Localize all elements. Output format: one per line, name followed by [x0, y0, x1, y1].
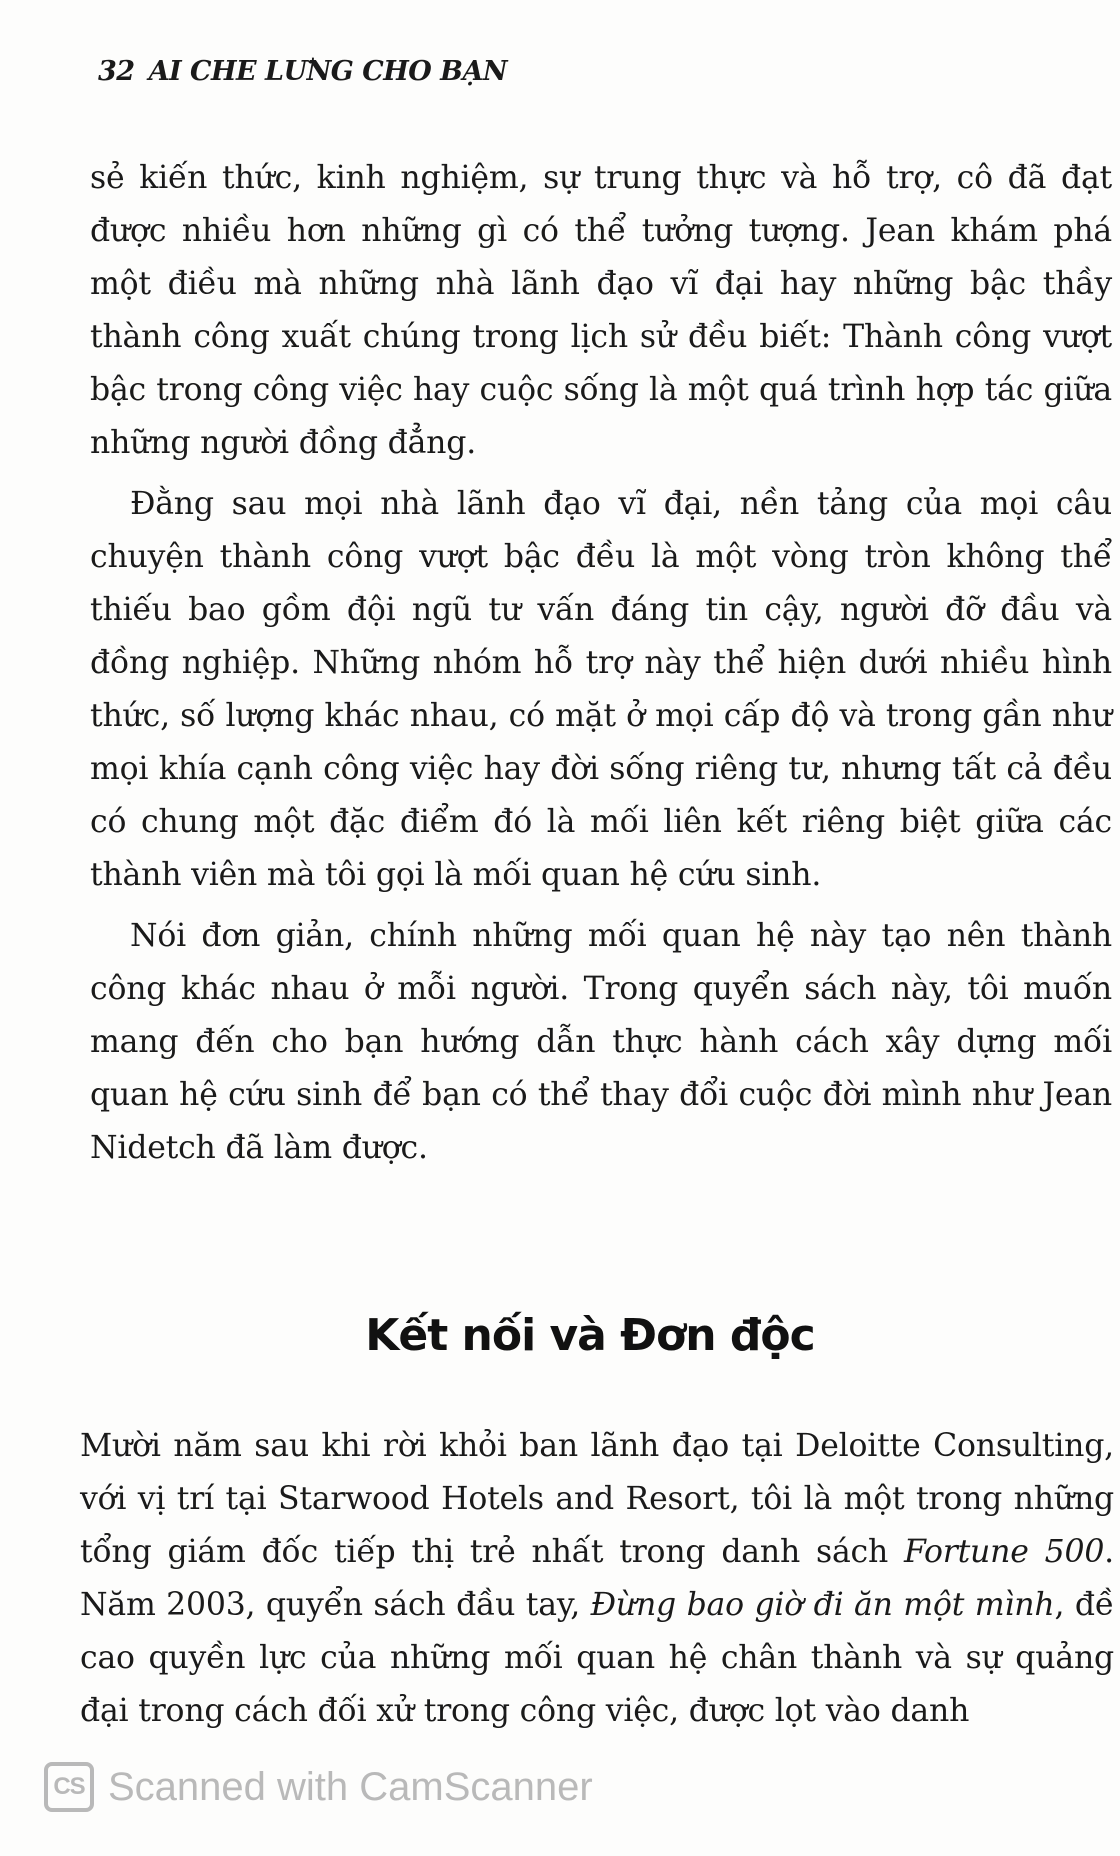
running-header — [98, 56, 507, 87]
paragraph-3: Nói đơn giản, chính những mối quan hệ này tạo nên thành công khác nhau ở mỗi người. Trong quyển sách này, tôi muốn mang đến cho bạn hướng dẫn thực hành cách xây dựng mối quan hệ cứu sinh để bạn có thể thay đổi cuộc đời mình như Jean Nidetch đã làm được. — [90, 918, 1112, 1166]
camscanner-watermark — [44, 1762, 593, 1812]
book-title-italic: Đừng bao giờ đi ăn một mình — [590, 1587, 1055, 1623]
fortune-500-italic: Fortune 500 — [904, 1534, 1105, 1570]
book-title: AI CHE LƯNG CHO BẠN — [148, 56, 508, 87]
section-text-part-2: . Năm 2003, quyển sách đầu tay, — [80, 1534, 1114, 1623]
camscanner-label: Scanned with CamScanner — [108, 1764, 593, 1809]
body-text-top — [90, 152, 1112, 1183]
camscanner-logo-icon: CS — [44, 1762, 94, 1812]
page-number: 32 — [98, 56, 135, 87]
body-text-bottom — [80, 1420, 1114, 1746]
paragraph-1: sẻ kiến thức, kinh nghiệm, sự trung thực và hỗ trợ, cô đã đạt được nhiều hơn những gì có thể tưởng tượng. Jean khám phá một điều mà những nhà lãnh đạo vĩ đại hay những bậc thầy thành công xuất chúng trong lịch sử đều biết: Thành công vượt bậc trong công việc hay cuộc sống là một quá trình hợp tác giữa những người đồng đẳng. — [90, 160, 1112, 461]
section-text-part-1: Mười năm sau khi rời khỏi ban lãnh đạo tại Deloitte Consulting, với vị trí tại Starwood Hotels and Resort, tôi là một trong những tổng giám đốc tiếp thị trẻ nhất trong danh sách — [80, 1428, 1114, 1570]
section-heading: Kết nối và Đơn độc — [365, 1310, 815, 1361]
section-text-part-3: , đề cao quyền lực của những mối quan hệ chân thành và sự quảng đại trong cách đối xử trong công việc, được lọt vào danh — [80, 1587, 1114, 1729]
paragraph-2: Đằng sau mọi nhà lãnh đạo vĩ đại, nền tảng của mọi câu chuyện thành công vượt bậc đều là một vòng tròn không thể thiếu bao gồm đội ngũ tư vấn đáng tin cậy, người đỡ đầu và đồng nghiệp. Những nhóm hỗ trợ này thể hiện dưới nhiều hình thức, số lượng khác nhau, có mặt ở mọi cấp độ và trong gần như mọi khía cạnh công việc hay đời sống riêng tư, nhưng tất cả đều có chung một đặc điểm đó là mối liên kết riêng biệt giữa các thành viên mà tôi gọi là mối quan hệ cứu sinh. — [90, 486, 1112, 893]
section-paragraph — [80, 1420, 1114, 1738]
